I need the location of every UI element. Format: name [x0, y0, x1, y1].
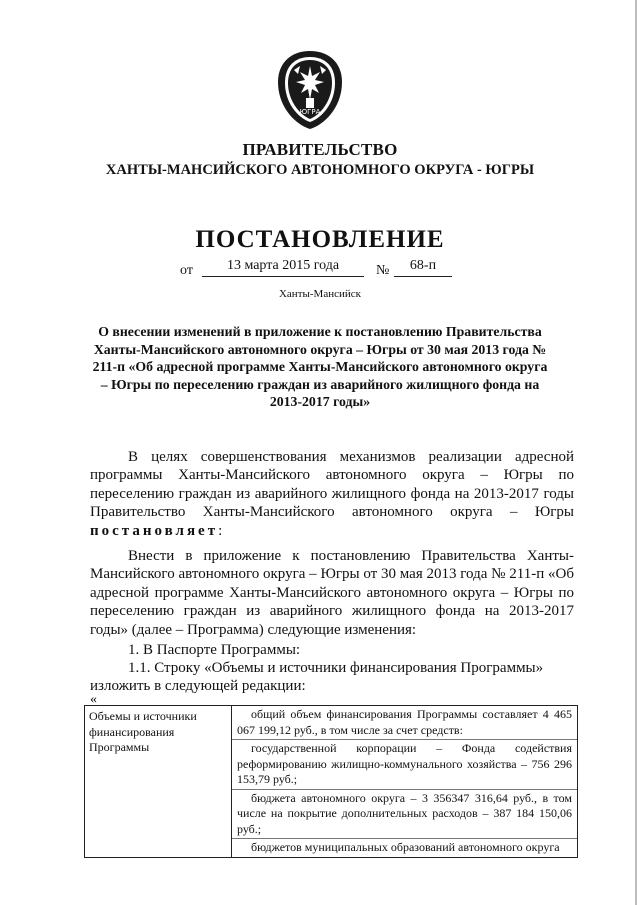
table-left-cell: Объемы и источники финансирования Программы: [85, 706, 232, 858]
decree-word: постановляет: [90, 522, 219, 539]
scan-edge: [635, 0, 637, 905]
khmao-coat-of-arms-icon: [272, 48, 348, 132]
preamble-paragraph: [90, 448, 574, 540]
document-number: 68-п: [394, 258, 452, 277]
financing-table: [84, 705, 578, 858]
document-title: О внесении изменений в приложение к постановлению Правительства Ханты-Мансийского автономного округа – Югры от 30 мая 2013 года № 211-п «Об адресной программе Ханты-Мансийского автономного округа – Югры по переселению граждан из аварийного жилищного фонда на 2013-2017 годы»: [92, 324, 548, 409]
document-type: ПОСТАНОВЛЕНИЕ: [195, 226, 445, 253]
table-cell-row: общий объем финансирования Программы составляет 4 465 067 199,12 руб., в том числе за счет средств:: [232, 706, 577, 740]
government-title: ПРАВИТЕЛЬСТВО: [242, 140, 398, 159]
item-1-1: 1.1. Строку «Объемы и источники финансирования Программы»: [128, 660, 544, 676]
item-1-1-continuation: изложить в следующей редакции:: [90, 678, 306, 694]
table-row: [85, 706, 578, 858]
table-cell-row: государственной корпорации – Фонда содействия реформированию жилищно-коммунального хозяйства – 756 296 153,79 руб.;: [232, 740, 577, 790]
item-1: 1. В Паспорте Программы:: [128, 642, 301, 658]
svg-text:ЮГРА: ЮГРА: [299, 108, 321, 116]
amendment-paragraph: Внести в приложение к постановлению Правительства Ханты-Мансийского автономного округа – Югры от 30 мая 2013 года № 211-п «Об адресной программе Ханты-Мансийского автономного округа – Югры по переселению граждан из аварийного жилищного фонда на 2013-2017 годы» (далее – Программа) следующие изменения:: [90, 548, 574, 638]
preamble-text: В целях совершенствования механизмов реализации адресной программы Ханты-Мансийского автономного округа – Югры по переселению граждан из аварийного жилищного фонда на 2013-2017 годы Правительство Ханты-Мансийского автономного округа – Югры: [90, 449, 574, 521]
date-prefix: от: [180, 263, 193, 278]
document-date: 13 марта 2015 года: [202, 258, 364, 277]
city: Ханты-Мансийск: [278, 288, 361, 300]
table-cell-row: бюджета автономного округа – 3 356347 316,64 руб., в том числе на покрытие дополнительных расходов – 387 184 150,06 руб.;: [232, 790, 577, 840]
number-prefix: №: [376, 263, 390, 278]
region-title: ХАНТЫ-МАНСИЙСКОГО АВТОНОМНОГО ОКРУГА - ЮГРЫ: [105, 162, 535, 178]
decree-colon: :: [218, 522, 223, 539]
table-right-cell: [232, 706, 578, 858]
table-cell-row: бюджетов муниципальных образований автономного округа: [251, 840, 560, 854]
quote-open-mark: «: [90, 692, 97, 707]
